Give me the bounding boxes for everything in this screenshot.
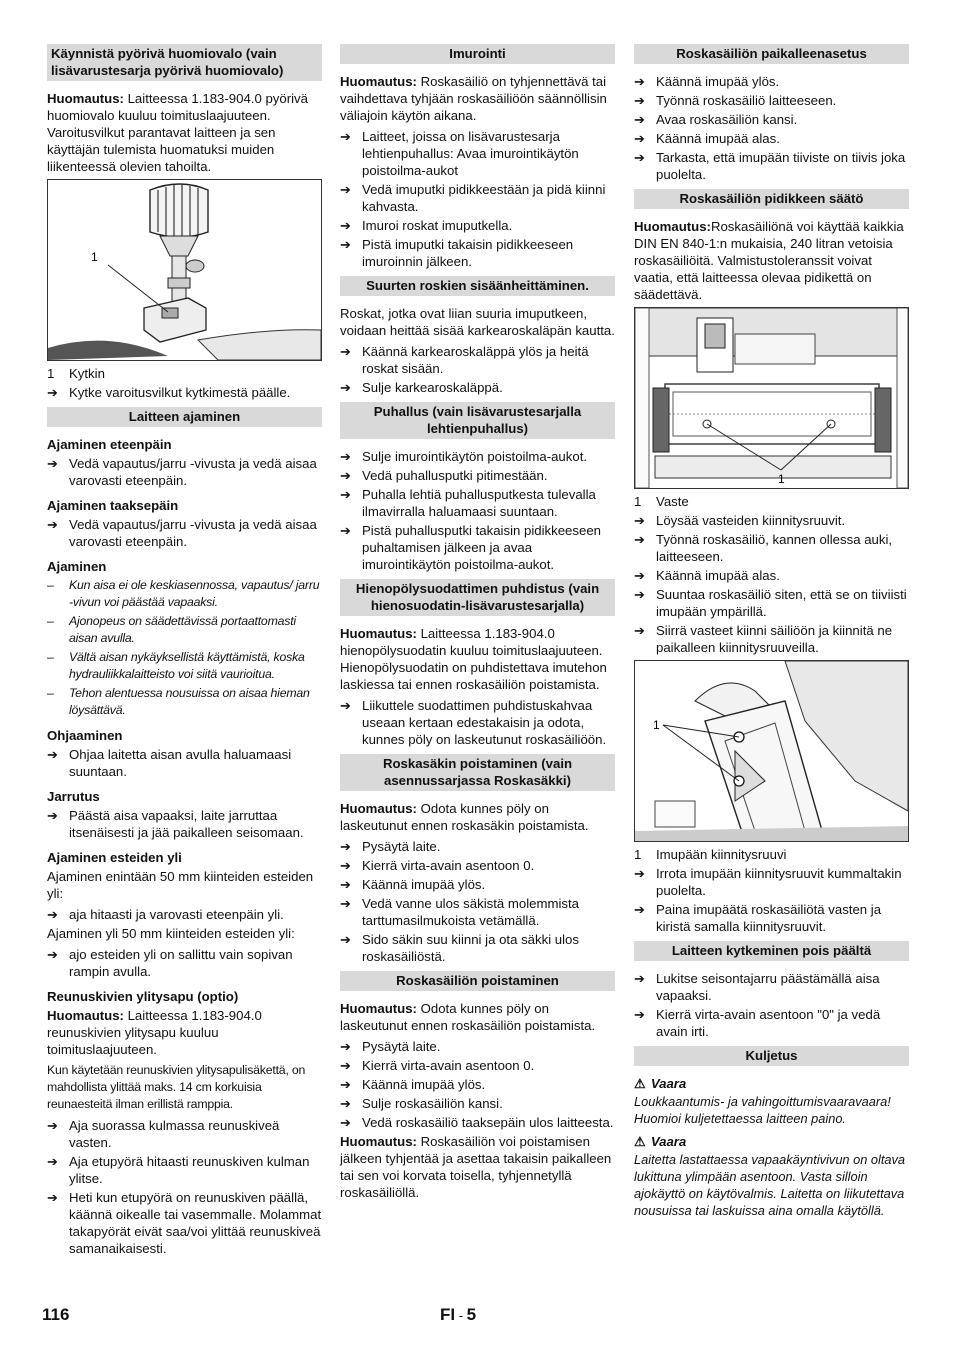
paragraph: Ajaminen yli 50 mm kiinteiden esteiden yli: — [47, 926, 295, 941]
section-page-number: 5 — [466, 1305, 477, 1324]
section-title-blowing: Puhallus (vain lisävarustesarjalla lehtienpuhallus) — [340, 402, 615, 439]
note-vacuuming: Huomautus: Roskasäiliö on tyhjennettävä tai vaihdettava tyhjään roskasäiliöön säännöllisin väliajoin käytön aikana. — [340, 74, 607, 123]
column-2 — [340, 44, 615, 1205]
section-title-filter: Hienopölysuodattimen puhdistus (vain hienosuodatin-lisävarustesarjalla) — [340, 579, 615, 616]
step: ➔ Ohjaa laitetta aisan avulla haluamaasi suuntaan. — [47, 746, 322, 780]
step: ➔ Suuntaa roskasäiliö siten, että se on tiiviisti imupään ympärillä. — [634, 586, 909, 620]
section-title-beacon: Käynnistä pyörivä huomiovalo (vain lisävarustesarja pyörivä huomiovalo) — [47, 44, 322, 81]
step: ➔ Vedä imuputki pidikkeestään ja pidä kiinni kahvasta. — [340, 181, 615, 215]
step: ➔ Siirrä vasteet kiinni säiliöön ja kiinnitä ne paikalleen kiinnitysruuveilla. — [634, 622, 909, 656]
step: ➔ Pysäytä laite. — [340, 838, 615, 855]
step: ➔ Päästä aisa vapaaksi, laite jarruttaa itsenäisesti ja jää paikalleen seisomaan. — [47, 807, 322, 841]
figure-callout: 1 — [91, 250, 98, 264]
step: ➔ Aja suorassa kulmassa reunuskiveä vasten. — [47, 1117, 322, 1151]
step: ➔ Tarkasta, että imupään tiiviste on tiivis joka puolelta. — [634, 149, 909, 183]
step: ➔ Kierrä virta-avain asentoon "0" ja vedä avain irti. — [634, 1006, 909, 1040]
step: ➔ Käännä imupää ylös. — [340, 1076, 615, 1093]
warning-text: Laitetta lastattaessa vapaakäyntivivun on oltava lukittuna ylimpään asentoon. Vasta silloin ajokäyttö on käytövalmis. Laitetta on liikutettava nousuissa tai laskuissa aina omalla käytöllä. — [634, 1152, 906, 1218]
step: ➔ Irrota imupään kiinnitysruuvit kummaltakin puolelta. — [634, 865, 909, 899]
step: ➔ aja hitaasti ja varovasti eteenpäin yli. — [47, 906, 322, 923]
column-1 — [47, 44, 322, 1259]
footer-section — [440, 1306, 476, 1324]
step: ➔ Lukitse seisontajarru päästämällä aisa vapaaksi. — [634, 970, 909, 1004]
note-adjust: Huomautus:Roskasäiliönä voi käyttää kaikkia DIN EN 840-1:n mukaisia, 240 litran vetoisia roskasäiliöitä. Valmistustoleranssit voivat vaatia, että laitteessa olevaa pidikettä on säädettävä. — [634, 219, 904, 302]
section-title-holder-adjust: Roskasäiliön pidikkeen säätö — [634, 189, 909, 209]
step: ➔ Kierrä virta-avain asentoon 0. — [340, 1057, 615, 1074]
note-removal: Huomautus: Odota kunnes pöly on laskeutunut ennen roskasäiliön poistamista. — [340, 1001, 596, 1033]
note-beacon: Huomautus: Laitteessa 1.183-904.0 pyörivä huomiovalo kuuluu toimituslaajuuteen. Varoitusvilkut parantavat laitteen ja sen käyttäjän tulemista huomatuksi muiden liikenteessä olevien tahoilta. — [47, 91, 308, 174]
section-title-driving: Laitteen ajaminen — [47, 407, 322, 427]
dash-item: – Kun aisa ei ole keskiasennossa, vapautus/ jarru -vivun voi päästää vapaaksi. — [47, 577, 322, 611]
step: ➔ Imuroi roskat imuputkella. — [340, 217, 615, 234]
section-title-container-removal: Roskasäiliön poistaminen — [340, 971, 615, 991]
step: ➔ Liikuttele suodattimen puhdistuskahvaa useaan kertaan edestakaisin ja odota, kunnes pöly on laskeutunut roskasäiliöön. — [340, 697, 615, 748]
figure-callout: 1 — [653, 718, 660, 732]
figure-caption: 1 Imupään kiinnitysruuvi — [634, 847, 787, 862]
section-title-container-placement: Roskasäiliön paikalleenasetus — [634, 44, 909, 64]
paragraph: Kun käytetään reunuskivien ylitysapulisäkettä, on mahdollista ylittää maks. 14 cm korkuisia reunaesteitä ilman erillistä ramppia. — [47, 1063, 306, 1111]
step: ➔ Sulje imurointikäytön poistoilma-aukot. — [340, 448, 615, 465]
step: ➔ ajo esteiden yli on sallittu vain sopivan rampin avulla. — [47, 946, 322, 980]
step: ➔ Kytke varoitusvilkut kytkimestä päälle. — [47, 384, 322, 401]
step: ➔ Paina imupäätä roskasäiliötä vasten ja kiristä samalla kiinnitysruuvit. — [634, 901, 909, 935]
step: ➔ Vedä puhallusputki pitimestään. — [340, 467, 615, 484]
warning-icon: ⚠ — [634, 1134, 646, 1149]
step: ➔ Käännä imupää ylös. — [634, 73, 909, 90]
step: ➔ Sulje karkearoskaläppä. — [340, 379, 615, 396]
section-title-bag-removal: Roskasäkin poistaminen (vain asennussarjassa Roskasäkki) — [340, 754, 615, 791]
step: ➔ Avaa roskasäiliön kansi. — [634, 111, 909, 128]
step: ➔ Käännä imupää ylös. — [340, 876, 615, 893]
step: ➔ Puhalla lehtiä puhallusputkesta tulevalla ilmavirralla haluamaasi suuntaan. — [340, 486, 615, 520]
step: ➔ Löysää vasteiden kiinnitysruuvit. — [634, 512, 909, 529]
section-title-large-debris: Suurten roskien sisäänheittäminen. — [340, 276, 615, 296]
subheading: Ajaminen — [47, 559, 107, 574]
step: ➔ Työnnä roskasäiliö, kannen ollessa auki, laitteeseen. — [634, 531, 909, 565]
page-number: 116 — [42, 1305, 70, 1324]
step: ➔ Käännä karkearoskaläppä ylös ja heitä roskat sisään. — [340, 343, 615, 377]
figure-screw — [634, 660, 909, 842]
subheading: Ajaminen esteiden yli — [47, 850, 182, 865]
step: ➔ Käännä imupää alas. — [634, 567, 909, 584]
section-title-switch-off: Laitteen kytkeminen pois päältä — [634, 941, 909, 961]
section-title-vacuuming: Imurointi — [340, 44, 615, 64]
figure-stop — [634, 307, 909, 489]
figure-caption: 1 Kytkin — [47, 366, 105, 381]
warning-text: Loukkaantumis- ja vahingoittumisvaaravaara! Huomioi kuljetettaessa laitteen paino. — [634, 1094, 891, 1126]
column-3 — [634, 44, 909, 1219]
note-bag: Huomautus: Odota kunnes pöly on laskeutunut ennen roskasäkin poistamista. — [340, 801, 589, 833]
note-curb: Huomautus: Laitteessa 1.183-904.0 reunuskivien ylitysapu kuuluu toimituslaajuuteen. — [47, 1008, 262, 1057]
step: ➔ Vedä vanne ulos säkistä molemmista tarttumasilmukoista vetämällä. — [340, 895, 615, 929]
step: ➔ Sulje roskasäiliön kansi. — [340, 1095, 615, 1112]
subheading: Ajaminen taaksepäin — [47, 498, 179, 513]
step: ➔ Sido säkin suu kiinni ja ota säkki ulos roskasäiliöstä. — [340, 931, 615, 965]
warning-heading: ⚠ Vaara — [634, 1134, 687, 1149]
step: ➔ Vedä vapautus/jarru -vivusta ja vedä aisaa varovasti eteenpäin. — [47, 516, 322, 550]
warning-icon: ⚠ — [634, 1076, 646, 1091]
step: ➔ Pysäytä laite. — [340, 1038, 615, 1055]
step: ➔ Pistä imuputki takaisin pidikkeeseen imuroinnin jälkeen. — [340, 236, 615, 270]
language-code: FI — [440, 1305, 456, 1324]
step: ➔ Vedä vapautus/jarru -vivusta ja vedä aisaa varovasti eteenpäin. — [47, 455, 322, 489]
dash-item: – Tehon alentuessa nousuissa on aisaa hieman löysättävä. — [47, 685, 322, 719]
dash-item: – Ajonopeus on säädettävissä portaattomasti aisan avulla. — [47, 613, 322, 647]
paragraph: Roskat, jotka ovat liian suuria imuputkeen, voidaan heittää sisää karkearoskaläpän kautta. — [340, 306, 615, 338]
step: ➔ Vedä roskasäiliö taaksepäin ulos laitteesta. — [340, 1114, 615, 1131]
dash-item: – Vältä aisan nykäyksellistä käyttämistä, koska hydrauliikkalaitteisto voi siitä vaurioitua. — [47, 649, 322, 683]
subheading: Ajaminen eteenpäin — [47, 437, 172, 452]
figure-caption: 1 Vaste — [634, 494, 689, 509]
note-filter: Huomautus: Laitteessa 1.183-904.0 hienopölysuodatin kuuluu toimituslaajuuteen. Hienopölysuodatin on puhdistettava imutehon laskiessa tai ennen roskasäiliön poistamista. — [340, 626, 607, 692]
step: ➔ Työnnä roskasäiliö laitteeseen. — [634, 92, 909, 109]
note-removal-2: Huomautus: Roskasäiliön voi poistamisen jälkeen tyhjentää ja asettaa takaisin paikalleen tai sen voi korvata toisella, tyhjennetyllä roskasäiliöllä. — [340, 1134, 612, 1200]
warning-heading: ⚠ Vaara — [634, 1076, 687, 1091]
step: ➔ Kierrä virta-avain asentoon 0. — [340, 857, 615, 874]
subheading: Ohjaaminen — [47, 728, 123, 743]
footer-separator: - — [455, 1308, 467, 1323]
step: ➔ Pistä puhallusputki takaisin pidikkeeseen puhaltamisen jälkeen ja avaa imurointikäytön poistoilma-aukot. — [340, 522, 615, 573]
step: ➔ Käännä imupää alas. — [634, 130, 909, 147]
step: ➔ Aja etupyörä hitaasti reunuskiven kulman ylitse. — [47, 1153, 322, 1187]
figure-switch — [47, 179, 322, 361]
section-title-transport: Kuljetus — [634, 1046, 909, 1066]
subheading: Jarrutus — [47, 789, 100, 804]
step: ➔ Laitteet, joissa on lisävarustesarja lehtienpuhallus: Avaa imurointikäytön poistoilma-aukot — [340, 128, 615, 179]
figure-callout: 1 — [778, 472, 785, 486]
paragraph: Ajaminen enintään 50 mm kiinteiden esteiden yli: — [47, 869, 314, 901]
subheading: Reunuskivien ylitysapu (optio) — [47, 989, 239, 1004]
step: ➔ Heti kun etupyörä on reunuskiven päällä, käännä oikealle tai vasemmalle. Molammat takapyörät eivät saa/voi ylittää reunuskiveä samanaikaisesti. — [47, 1189, 322, 1257]
